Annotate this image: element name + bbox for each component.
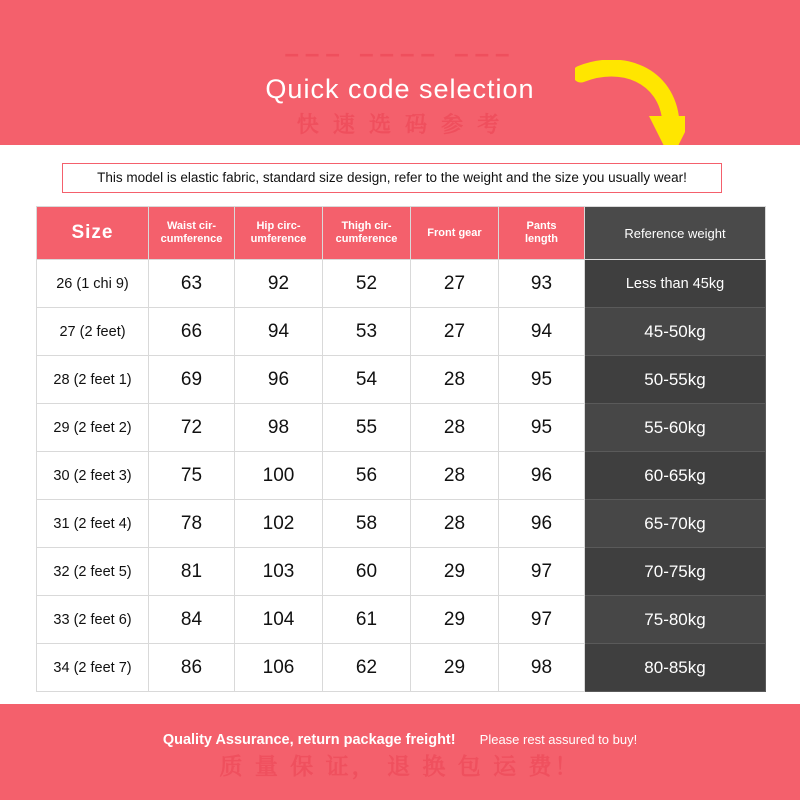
cell-hip: 100 bbox=[235, 452, 323, 500]
header-banner bbox=[0, 0, 800, 145]
table-row bbox=[37, 404, 766, 452]
cell-thigh: 56 bbox=[323, 452, 411, 500]
col-header-pants-length-line2: length bbox=[525, 233, 558, 245]
cell-front-gear: 28 bbox=[411, 500, 499, 548]
table-row bbox=[37, 452, 766, 500]
cell-waist: 81 bbox=[149, 548, 235, 596]
cell-pants-length: 95 bbox=[499, 356, 585, 404]
footer-ghost-text: 质 量 保 证， 退 换 包 运 费！ bbox=[219, 753, 581, 779]
cell-hip: 92 bbox=[235, 260, 323, 308]
col-header-front-gear-line1: Front gear bbox=[427, 226, 482, 239]
cell-reference-weight: 60-65kg bbox=[585, 452, 766, 500]
cell-reference-weight: 55-60kg bbox=[585, 404, 766, 452]
table-row bbox=[37, 308, 766, 356]
cell-thigh: 62 bbox=[323, 644, 411, 692]
cell-front-gear: 28 bbox=[411, 356, 499, 404]
cell-reference-weight: 70-75kg bbox=[585, 548, 766, 596]
notice-area bbox=[0, 145, 800, 190]
table-row bbox=[37, 500, 766, 548]
cell-waist: 86 bbox=[149, 644, 235, 692]
cell-thigh: 55 bbox=[323, 404, 411, 452]
col-header-size: Size bbox=[37, 207, 149, 260]
col-header-waist-line2: cumference bbox=[160, 233, 223, 245]
cell-pants-length: 93 bbox=[499, 260, 585, 308]
cell-pants-length: 96 bbox=[499, 452, 585, 500]
cell-waist: 69 bbox=[149, 356, 235, 404]
cell-pants-length: 96 bbox=[499, 500, 585, 548]
cell-hip: 94 bbox=[235, 308, 323, 356]
cell-thigh: 61 bbox=[323, 596, 411, 644]
cell-hip: 98 bbox=[235, 404, 323, 452]
curved-arrow-icon bbox=[575, 60, 685, 145]
cell-thigh: 58 bbox=[323, 500, 411, 548]
cell-waist: 78 bbox=[149, 500, 235, 548]
col-header-thigh-line2: cumference bbox=[335, 233, 398, 245]
table-header-row bbox=[37, 207, 766, 260]
cell-reference-weight: 80-85kg bbox=[585, 644, 766, 692]
cell-waist: 72 bbox=[149, 404, 235, 452]
cell-size: 32 (2 feet 5) bbox=[37, 548, 149, 596]
table-row bbox=[37, 356, 766, 404]
size-table-wrap bbox=[36, 206, 765, 692]
cell-waist: 84 bbox=[149, 596, 235, 644]
cell-hip: 102 bbox=[235, 500, 323, 548]
page-title: Quick code selection bbox=[265, 74, 535, 104]
footer-text-group bbox=[0, 732, 800, 748]
cell-hip: 106 bbox=[235, 644, 323, 692]
cell-waist: 75 bbox=[149, 452, 235, 500]
notice-text: This model is elastic fabric, standard size design, refer to the weight and the size you usually wear! bbox=[62, 163, 722, 193]
table-body bbox=[37, 260, 766, 692]
table-row bbox=[37, 596, 766, 644]
cell-hip: 104 bbox=[235, 596, 323, 644]
cell-size: 33 (2 feet 6) bbox=[37, 596, 149, 644]
cell-reference-weight: 50-55kg bbox=[585, 356, 766, 404]
col-header-waist bbox=[149, 207, 235, 260]
cell-reference-weight: 75-80kg bbox=[585, 596, 766, 644]
table-header bbox=[37, 207, 766, 260]
col-header-hip-line1: Hip circ- bbox=[256, 220, 301, 232]
footer-sub-text: Please rest assured to buy! bbox=[479, 732, 638, 747]
cell-size: 28 (2 feet 1) bbox=[37, 356, 149, 404]
footer-banner bbox=[0, 704, 800, 800]
cell-reference-weight: 45-50kg bbox=[585, 308, 766, 356]
col-header-front-gear bbox=[411, 207, 499, 260]
footer-main-text: Quality Assurance, return package freight! bbox=[162, 732, 456, 748]
cell-front-gear: 28 bbox=[411, 452, 499, 500]
cell-size: 27 (2 feet) bbox=[37, 308, 149, 356]
header-ghost-bottom: 快 速 选 码 参 考 bbox=[296, 112, 504, 137]
cell-pants-length: 95 bbox=[499, 404, 585, 452]
col-header-reference-weight: Reference weight bbox=[585, 207, 766, 260]
cell-pants-length: 97 bbox=[499, 548, 585, 596]
table-row bbox=[37, 260, 766, 308]
table-row bbox=[37, 548, 766, 596]
cell-waist: 63 bbox=[149, 260, 235, 308]
cell-waist: 66 bbox=[149, 308, 235, 356]
cell-size: 26 (1 chi 9) bbox=[37, 260, 149, 308]
cell-size: 31 (2 feet 4) bbox=[37, 500, 149, 548]
cell-thigh: 52 bbox=[323, 260, 411, 308]
cell-thigh: 54 bbox=[323, 356, 411, 404]
cell-pants-length: 94 bbox=[499, 308, 585, 356]
cell-thigh: 53 bbox=[323, 308, 411, 356]
col-header-thigh bbox=[323, 207, 411, 260]
cell-pants-length: 98 bbox=[499, 644, 585, 692]
cell-size: 29 (2 feet 2) bbox=[37, 404, 149, 452]
table-row bbox=[37, 644, 766, 692]
cell-front-gear: 29 bbox=[411, 644, 499, 692]
cell-front-gear: 29 bbox=[411, 596, 499, 644]
cell-pants-length: 97 bbox=[499, 596, 585, 644]
cell-hip: 103 bbox=[235, 548, 323, 596]
size-table bbox=[36, 206, 766, 692]
cell-size: 34 (2 feet 7) bbox=[37, 644, 149, 692]
col-header-pants-length bbox=[499, 207, 585, 260]
col-header-waist-line1: Waist cir- bbox=[166, 220, 217, 232]
cell-reference-weight: 65-70kg bbox=[585, 500, 766, 548]
header-ghost-top: ––– –––– ––– bbox=[284, 38, 516, 68]
cell-reference-weight: Less than 45kg bbox=[585, 260, 766, 308]
col-header-thigh-line1: Thigh cir- bbox=[341, 220, 392, 232]
cell-front-gear: 28 bbox=[411, 404, 499, 452]
cell-front-gear: 27 bbox=[411, 260, 499, 308]
cell-hip: 96 bbox=[235, 356, 323, 404]
cell-size: 30 (2 feet 3) bbox=[37, 452, 149, 500]
cell-thigh: 60 bbox=[323, 548, 411, 596]
col-header-hip bbox=[235, 207, 323, 260]
col-header-pants-length-line1: Pants bbox=[526, 220, 557, 232]
cell-front-gear: 27 bbox=[411, 308, 499, 356]
col-header-hip-line2: umference bbox=[250, 233, 307, 245]
cell-front-gear: 29 bbox=[411, 548, 499, 596]
